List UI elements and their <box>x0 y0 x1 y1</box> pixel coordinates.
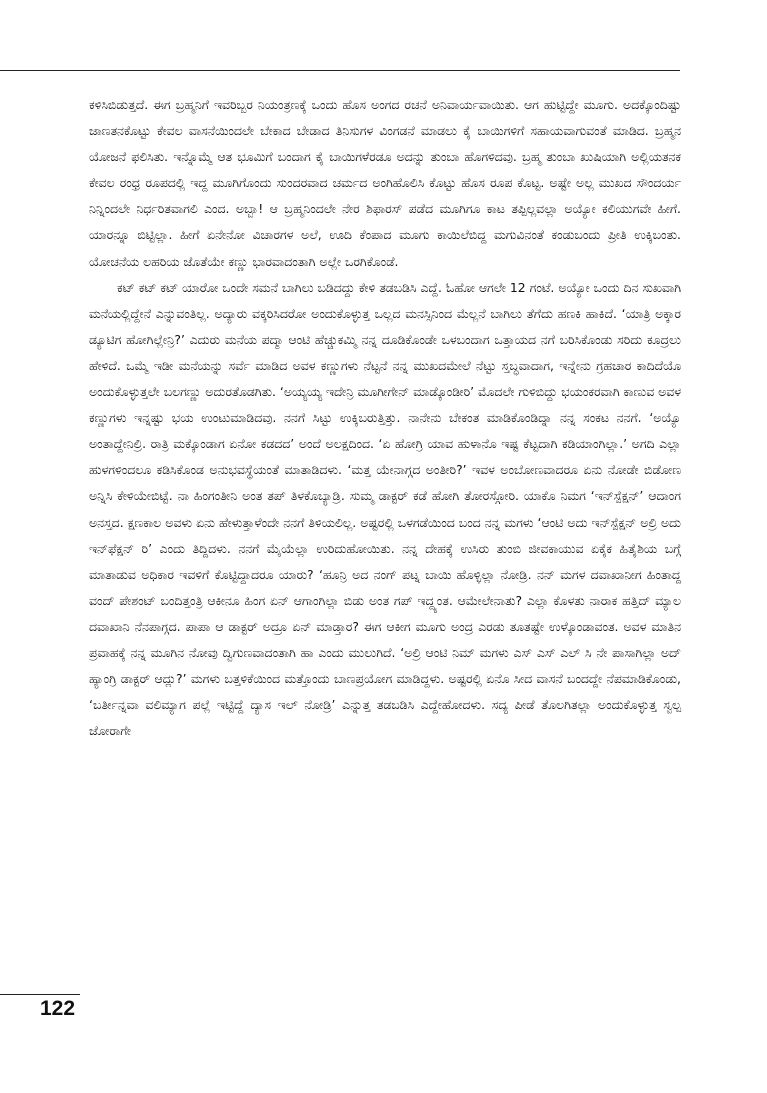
header-rule <box>0 70 680 71</box>
footer-rule <box>0 994 80 995</box>
body-text <box>89 92 681 744</box>
page-number: 122 <box>40 997 76 1020</box>
paragraph: ಕಟ್ ಕಟ್ ಕಟ್ ಯಾರೋ ಒಂದೇ ಸಮನೆ ಬಾಗಿಲು ಬಡಿದದ್ದು ಕೇಳಿ ತಡಬಡಿಸಿ ಎದ್ದೆ. ಓಹೋ ಆಗಲೇ 12 ಗಂಟೆ. ಅಯ್ಯೋ ಒಂದು ದಿನ ಸುಖವಾಗಿ ಮನೆಯಲ್ಲಿದ್ದೇನೆ ಎನ್ನುವಂತಿಲ್ಲ. ಅದ್ಯಾರು ವಕ್ಕರಿಸಿದರೋ ಅಂದುಕೊಳ್ಳುತ್ತ ಒಲ್ಲದ ಮನಸ್ಸಿನಿಂದ ಮೆಲ್ಲನೆ ಬಾಗಿಲು ತೆಗೆದು ಹಣಕಿ ಹಾಕಿದೆ. ‘ಯಾತ್ರಿ ಅಕ್ಕಾರ ಡ್ಯೂಟಿಗ ಹೋಗಿಲ್ಲೇನ್ರಿ?’ ಎದುರು ಮನೆಯ ಪದ್ಮಾ ಆಂಟಿ ಹೆಚ್ಚುಕಮ್ಮಿ ನನ್ನ ದೂಡಿಕೊಂಡೇ ಒಳಬಂದಾಗ ಒತ್ತಾಯದ ನಗೆ ಬರಿಸಿಕೊಂಡು ಸರಿದು ಕೂದ್ರಲು ಹೇಳಿದೆ. ಒಮ್ಮೆ ಇಡೀ ಮನೆಯನ್ನು ಸರ್ವೆ ಮಾಡಿದ ಅವಳ ಕಣ್ಣುಗಳು ನೆಟ್ಟನೆ ನನ್ನ ಮುಖದಮೇಲೆ ನೆಟ್ಟು ಸ್ತಬ್ಧವಾದಾಗ, ಇನ್ನೇನು ಗ್ರಹಚಾರ ಕಾದಿದೆಯೊ ಅಂದುಕೊಳ್ಳುತ್ತಲೇ ಬಲಗಣ್ಣು ಅದುರತೊಡಗಿತು. ‘ಅಯ್ಯಯ್ಯ ಇದೇನ್ರಿ ಮೂಗೀಗೇನ್ ಮಾಡ್ಕೊಂಡೀರಿ’ ಮೊದಲೇ ಗುಳಿಬಿದ್ದು ಭಯಂಕರವಾಗಿ ಕಾಣುವ ಅವಳ ಕಣ್ಣುಗಳು ಇನ್ನಷ್ಟು ಭಯ ಉಂಟುಮಾಡಿದವು. ನನಗೆ ಸಿಟ್ಟು ಉಕ್ಕಿಬರುತ್ತಿತ್ತು. ನಾನೇನು ಬೇಕಂತ ಮಾಡಿಕೊಂಡಿದ್ನಾ ನನ್ನ ಸಂಕಟ ನನಗೆ. ‘ಅಯ್ಯೊ ಅಂತಾದ್ದೇನಿಲ್ರಿ. ರಾತ್ರಿ ಮಕ್ಕೊಂಡಾಗ ಏನೋ ಕಡದದ’ ಅಂದೆ ಅಲಕ್ಷದಿಂದ. ‘ಏ ಹೋಗ್ರಿ ಯಾವ ಹುಳಾನೊ ಇಷ್ಟ ಕೆಟ್ಟದಾಗಿ ಕಡಿಯಾಂಗಿಲ್ಲಾ.’ ಅಗದಿ ಎಲ್ಲಾ ಹುಳಗಳಿಂದಲೂ ಕಡಿಸಿಕೊಂಡ ಅನುಭವಸ್ಥೆಯಂತೆ ಮಾತಾಡಿದಳು. ‘ಮತ್ತ ಯೇನಾಗ್ಗದ ಅಂತೀರಿ?’ ಇವಳ ಅಂಬೋಣವಾದರೂ ಏನು ನೋಡೇ ಬಿಡೋಣ ಅನ್ನಿಸಿ ಕೇಳಿಯೇಬಿಟ್ಟೆ. ನಾ ಹಿಂಗಂತೀನಿ ಅಂತ ತಪ್ ತಿಳಕೊಬ್ಯಾಡ್ರಿ. ಸುಮ್ಮ ಡಾಕ್ಟರ್ ಕಡೆ ಹೋಗಿ ತೋರಸ್ಗೋರಿ. ಯಾಕೊ ನಿಮಗ ‘ಇನ್‌ಸ್ಪೆಕ್ಷನ್’ ಆದಾಂಗ ಅನಸ್ತದ. ಕ್ಷಣಕಾಲ ಅವಳು ಏನು ಹೇಳುತ್ತಾಳೆಂದೇ ನನಗೆ ತಿಳಿಯಲಿಲ್ಲ. ಅಷ್ಟರಲ್ಲಿ ಒಳಗಡೆಯಿಂದ ಬಂದ ನನ್ನ ಮಗಳು ‘ಆಂಟಿ ಅದು ಇನ್‌ಸ್ಪೆಕ್ಷನ್ ಅಲ್ರಿ ಅದು ಇನ್‌ಫೆಕ್ಷನ್ ರಿ’ ಎಂದು ತಿದ್ದಿದಳು. ನನಗೆ ಮೈಯೆಲ್ಲಾ ಉರಿದುಹೋಯಿತು. ನನ್ನ ದೇಹಕ್ಕೆ ಉಸಿರು ತುಂಬಿ ಜೀವಕಾಯುವ ಏಕೈಕ ಹಿತೈಶಿಯ ಬಗ್ಗೆ ಮಾತಾಡುವ ಅಧಿಕಾರ ಇವಳಿಗೆ ಕೊಟ್ಟಿದ್ದಾದರೂ ಯಾರು? ‘ಹೂನ್ರಿ ಅದ ನಂಗ್ ಪಟ್ನ ಬಾಯಿ ಹೊಳ್ಳಿಲ್ಲಾ ನೋಡ್ರಿ. ನನ್ ಮಗಳ ದವಾಖಾನೀಗ ಹಿಂತಾದ್ದ ವಂದ್ ಪೇಶಂಟ್ ಬಂದಿತ್ತಂತ್ರಿ ಆಕೀನೂ ಹಿಂಗ ಏನ್ ಆಗಾಂಗಿಲ್ಲಾ ಬಿಡು ಅಂತ ಗಪ್ ಇದ್ದ್ಯಂತ. ಆಮೇಲೇನಾತು? ಎಲ್ಲಾ ಕೊಳತು ನಾರಾಕ ಹತ್ತಿದ್ ಮ್ಯಾಲ ದವಾಖಾನಿ ನೆನಪಾಗ್ಗದ. ಪಾಪಾ ಆ ಡಾಕ್ಟರ್ ಅದ್ರೂ ಏನ್ ಮಾಡ್ತಾರ? ಈಗ ಆಕೀಗ ಮೂಗು ಅಂದ್ರ ಎರಡು ತೂತಷ್ಟೇ ಉಳ್ಕೊಂಡಾವಂತ. ಅವಳ ಮಾತಿನ ಪ್ರವಾಹಕ್ಕೆ ನನ್ನ ಮೂಗಿನ ನೋವು ದ್ವಿಗುಣವಾದಂತಾಗಿ ಹಾ ಎಂದು ಮುಲುಗಿದೆ. ‘ಅಲ್ರಿ ಆಂಟಿ ನಿಮ್ ಮಗಳು ಎಸ್ ಎಸ್ ಎಲ್ ಸಿ ನೇ ಪಾಸಾಗಿಲ್ಲಾ ಅದ್ ಹ್ಯಾಂಗ್ರಿ ಡಾಕ್ಟರ್ ಆದ್ಲು?’ ಮಗಳು ಬತ್ತಳಿಕೆಯಿಂದ ಮತ್ತೊಂದು ಬಾಣಪ್ರಯೋಗ ಮಾಡಿದ್ದಳು. ಅಷ್ಟರಲ್ಲಿ ಏನೊ ಸೀದ ವಾಸನೆ ಬಂದದ್ದೇ ನೆಪಮಾಡಿಕೊಂಡು, ‘ಬರ್ತೀನ್ನವಾ ವಲಿಮ್ಯಾಗ ಪಲ್ಲೆ ಇಟ್ಟಿದ್ದೆ ದ್ಯಾಸ ಇಲ್ ನೋಡ್ರಿ’ ಎನ್ನುತ್ತ ತಡಬಡಿಸಿ ಎದ್ದೇಹೋದಳು. ಸದ್ಯ ಪೀಡೆ ತೊಲಗಿತಲ್ಲಾ ಅಂದುಕೊಳ್ಳುತ್ತ ಸ್ವಲ್ಪ ಜೋರಾಗೇ <box>89 279 681 739</box>
paragraph: ಕಳಿಸಿಬಿಡುತ್ತದೆ. ಈಗ ಬ್ರಹ್ಮನಿಗೆ ಇವರಿಬ್ಬರ ನಿಯಂತ್ರಣಕ್ಕೆ ಒಂದು ಹೊಸ ಅಂಗದ ರಚನೆ ಅನಿವಾರ್ಯವಾಯಿತು. ಆಗ ಹುಟ್ಟಿದ್ದೇ ಮೂಗು. ಅದಕ್ಕೊಂದಿಷ್ಟು ಜಾಣತನಕೊಟ್ಟು ಕೇವಲ ವಾಸನೆಯಿಂದಲೇ ಬೇಕಾದ ಬೇಡಾದ ತಿನಿಸುಗಳ ವಿಂಗಡನೆ ಮಾಡಲು ಕೈ ಬಾಯಿಗಳಿಗೆ ಸಹಾಯವಾಗುವಂತೆ ಮಾಡಿದ. ಬ್ರಹ್ಮನ ಯೋಜನೆ ಫಲಿಸಿತು. ಇನ್ನೊಮ್ಮೆ ಆತ ಭೂಮಿಗೆ ಬಂದಾಗ ಕೈ ಬಾಯಿಗಳೆರಡೂ ಅದನ್ನು ತುಂಬಾ ಹೊಗಳಿದವು. ಬ್ರಹ್ಮ ತುಂಬಾ ಖುಷಿಯಾಗಿ ಅಲ್ಲಿಯತನಕ ಕೇವಲ ರಂಧ್ರ ರೂಪದಲ್ಲಿ ಇದ್ದ ಮೂಗಿಗೊಂದು ಸುಂದರವಾದ ಚರ್ಮದ ಅಂಗಿಹೊಲಿಸಿ ಕೊಟ್ಟು ಹೊಸ ರೂಪ ಕೊಟ್ಟ. ಅಷ್ಟೇ ಅಲ್ಲ ಮುಖದ ಸೌಂದರ್ಯ ನಿನ್ನಿಂದಲೇ ನಿರ್ಧರಿತವಾಗಲಿ ಎಂದ. ಅಬ್ಬಾ! ಆ ಬ್ರಹ್ಮನಿಂದಲೇ ನೇರ ಶಿಫಾರಸ್ ಪಡೆದ ಮೂಗಿಗೂ ಕಾಟ ತಪ್ಪಿಲ್ಲವಲ್ಲಾ ಅಯ್ಯೋ ಕಲಿಯುಗವೇ ಹೀಗೆ. ಯಾರನ್ನೂ ಬಿಟ್ಟಿಲ್ಲಾ. ಹೀಗೆ ಏನೇನೋ ವಿಚಾರಗಳ ಅಲೆ, ಊದಿ ಕೆಂಪಾದ ಮೂಗು ಕಾಯಿಲೆಬಿದ್ದ ಮಗುವಿನಂತೆ ಕಂಡುಬಂದು ಪ್ರೀತಿ ಉಕ್ಕಿಬಂತು. ಯೋಚನೆಯ ಲಹರಿಯ ಜೊತೆಯೇ ಕಣ್ಣು ಭಾರವಾದಂತಾಗಿ ಅಲ್ಲೇ ಒರಗಿಕೊಂಡೆ. <box>89 97 681 269</box>
